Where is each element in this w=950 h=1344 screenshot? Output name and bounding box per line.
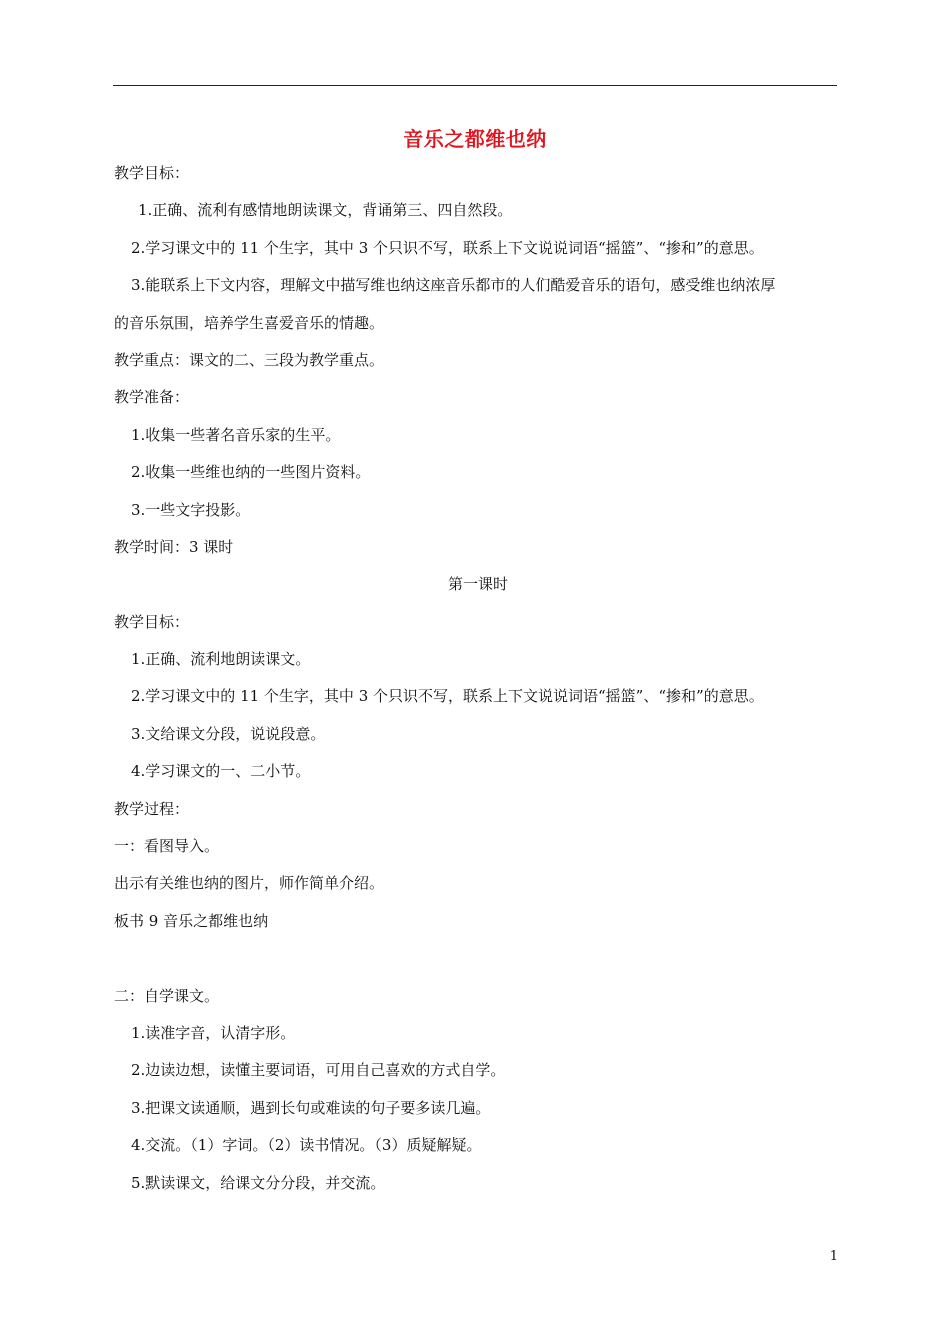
header-rule [113,85,837,86]
step-2-item-2: 2.边读边想，读懂主要词语，可用自己喜欢的方式自学。 [131,1061,506,1080]
blackboard-text: 板书 9 音乐之都维也纳 [114,911,269,930]
preparation-2: 2.收集一些维也纳的一些图片资料。 [131,463,371,482]
lesson-objective-3: 3.文给课文分段，说说段意。 [131,724,326,743]
blank-line [114,947,842,984]
preparation-3: 3.一些文字投影。 [131,500,251,519]
step-2-heading: 二：自学课文。 [114,986,220,1005]
heading-teaching-time: 教学时间：3 课时 [114,537,234,556]
step-2-item-1: 1.读准字音，认清字形。 [131,1023,296,1042]
heading-objectives: 教学目标： [114,164,190,182]
heading-process: 教学过程： [114,799,190,818]
document-title: 音乐之都维也纳 [403,127,547,151]
section-heading-first-lesson: 第一课时 [447,575,508,594]
step-1-heading: 一：看图导入。 [114,837,220,856]
heading-lesson-objectives: 教学目标： [114,612,190,631]
objective-3-line-2: 的音乐氛围，培养学生喜爱音乐的情趣。 [114,313,385,332]
step-2-item-5: 5.默读课文，给课文分分段，并交流。 [131,1173,386,1192]
step-1-text: 出示有关维也纳的图片，师作简单介绍。 [114,874,385,893]
heading-key-points: 教学重点：课文的二、三段为教学重点。 [114,350,385,369]
objective-2: 2.学习课文中的 11 个生字，其中 3 个只识不写，联系上下文说说词语“摇篮”、“掺和”的意思。 [131,238,764,257]
lesson-objective-1: 1.正确、流利地朗读课文。 [131,650,311,669]
step-2-item-4: 4.交流。（1）字词。（2）读书情况。（3）质疑解疑。 [131,1136,482,1155]
lesson-objective-2: 2.学习课文中的 11 个生字，其中 3 个只识不写，联系上下文说说词语“摇篮”、“掺和”的意思。 [131,687,764,706]
objective-1: 1.正确、流利有感情地朗读课文，背诵第三、四自然段。 [138,201,513,220]
objective-3 [114,274,842,333]
step-2-item-3: 3.把课文读通顺，遇到长句或难读的句子要多读几遍。 [131,1098,491,1117]
heading-preparation: 教学准备： [114,388,190,407]
page-number: 1 [829,1249,838,1264]
preparation-1: 1.收集一些著名音乐家的生平。 [131,425,341,444]
lesson-objective-4: 4.学习课文的一、二小节。 [131,762,311,781]
objective-3-line-1: 3.能联系上下文内容，理解文中描写维也纳这座音乐都市的人们酷爱音乐的语句，感受维也纳浓厚 [131,276,776,295]
document-body [114,162,842,1209]
